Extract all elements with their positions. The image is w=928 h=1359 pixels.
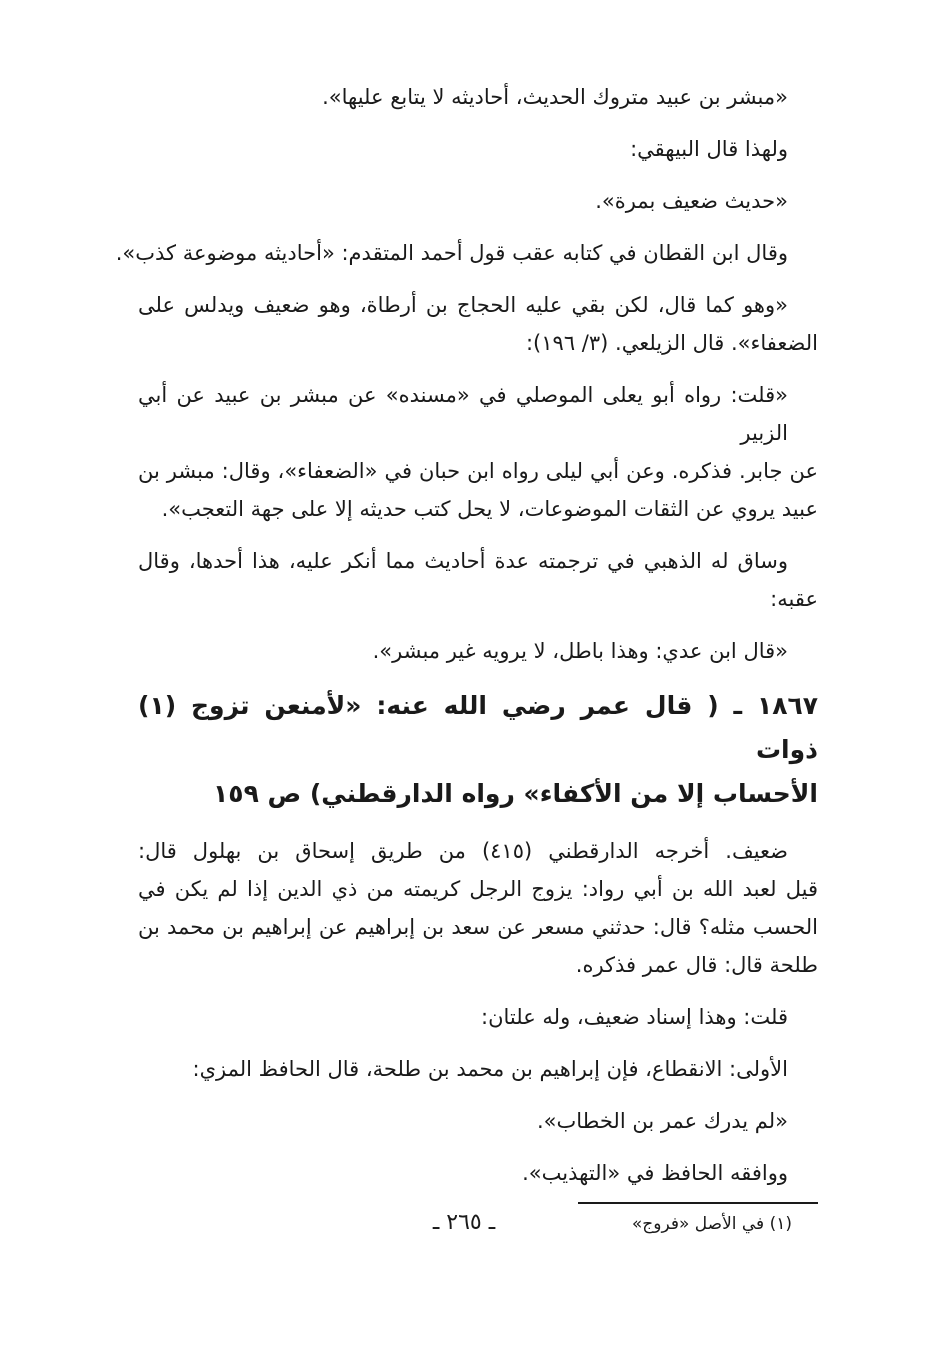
text-line: طلحة قال: قال عمر فذكره. [575, 953, 818, 977]
heading-line: ١٨٦٧ ـ ( قال عمر رضي الله عنه: «لأمنعن تزوج (١) ذوات [138, 691, 818, 764]
text-line: ولهذا قال البيهقي: [630, 137, 788, 161]
text-line: «قال ابن عدي: وهذا باطل، لا يرويه غير مبشر». [372, 639, 788, 663]
text-line: قلت: وهذا إسناد ضعيف، وله علتان: [481, 1005, 788, 1029]
text-line: عن جابر. فذكره. وعن أبي ليلى رواه ابن حبان في «الضعفاء»، وقال: مبشر بن [138, 459, 818, 483]
paragraph-first-defect [138, 1050, 818, 1088]
paragraph-abu-yala [138, 376, 818, 528]
text-line: الأولى: الانقطاع، فإن إبراهيم بن محمد بن طلحة، قال الحافظ المزي: [192, 1057, 788, 1081]
text-line: عبيد يروي عن الثقات الموضوعات، لا يحل كتب حديثه إلا على جهة التعجب». [161, 497, 818, 521]
page-number: ـ ٢٦٥ ـ [432, 1210, 496, 1235]
footnote: (١) في الأصل «فروج» [631, 1214, 792, 1234]
paragraph-zaylai [138, 286, 818, 362]
paragraph-mizzi-quote [138, 1102, 818, 1140]
text-line: عقبه: [770, 587, 818, 611]
paragraph-ibn-qattan [115, 234, 818, 272]
paragraph-ibn-adi [138, 632, 818, 670]
paragraph-daraqutni [138, 832, 818, 984]
page-body [115, 78, 818, 1238]
text-line: وساق له الذهبي في ترجمته عدة أحاديث مما أنكر عليه، هذا أحدها، وقال [138, 549, 788, 573]
text-line: «مبشر بن عبيد متروك الحديث، أحاديثه لا يتابع عليها». [322, 85, 788, 109]
text-line: «قلت: رواه أبو يعلى الموصلي في «مسنده» عن مبشر بن عبيد عن أبي الزبير [138, 383, 788, 445]
paragraph-mubashir-quote [138, 78, 818, 116]
paragraph-isnad [138, 998, 818, 1036]
text-line: وقال ابن القطان في كتابه عقب قول أحمد المتقدم: «أحاديثه موضوعة كذب». [115, 241, 788, 265]
paragraph-bayhaqi [138, 130, 818, 168]
text-line: «لم يدرك عمر بن الخطاب». [536, 1109, 788, 1133]
text-line: الحسب مثله؟ قال: حدثني مسعر عن سعد بن إبراهيم عن إبراهيم بن محمد بن [138, 915, 818, 939]
paragraph-bayhaqi-quote [138, 182, 818, 220]
footnote-divider [578, 1202, 818, 1204]
text-line: «حديث ضعيف بمرة». [595, 189, 788, 213]
text-line: الضعفاء». قال الزيلعي. (٣/ ١٩٦): [525, 331, 818, 355]
paragraph-dhahabi [138, 542, 818, 618]
text-line: ووافقه الحافظ في «التهذيب». [522, 1161, 788, 1185]
paragraph-tahdhib [138, 1154, 818, 1192]
text-line: «وهو كما قال، لكن بقي عليه الحجاج بن أرطاة، وهو ضعيف ويدلس على [138, 293, 788, 317]
text-line: ضعيف. أخرجه الدارقطني (٤١٥) من طريق إسحاق بن بهلول قال: [138, 839, 788, 863]
text-line: قيل لعبد الله بن أبي رواد: يزوج الرجل كريمته من ذي الدين إذا لم يكن في [138, 877, 818, 901]
hadith-heading [138, 684, 818, 816]
heading-line: الأحساب إلا من الأكفاء» رواه الدارقطني) ص ١٥٩ [213, 779, 818, 808]
